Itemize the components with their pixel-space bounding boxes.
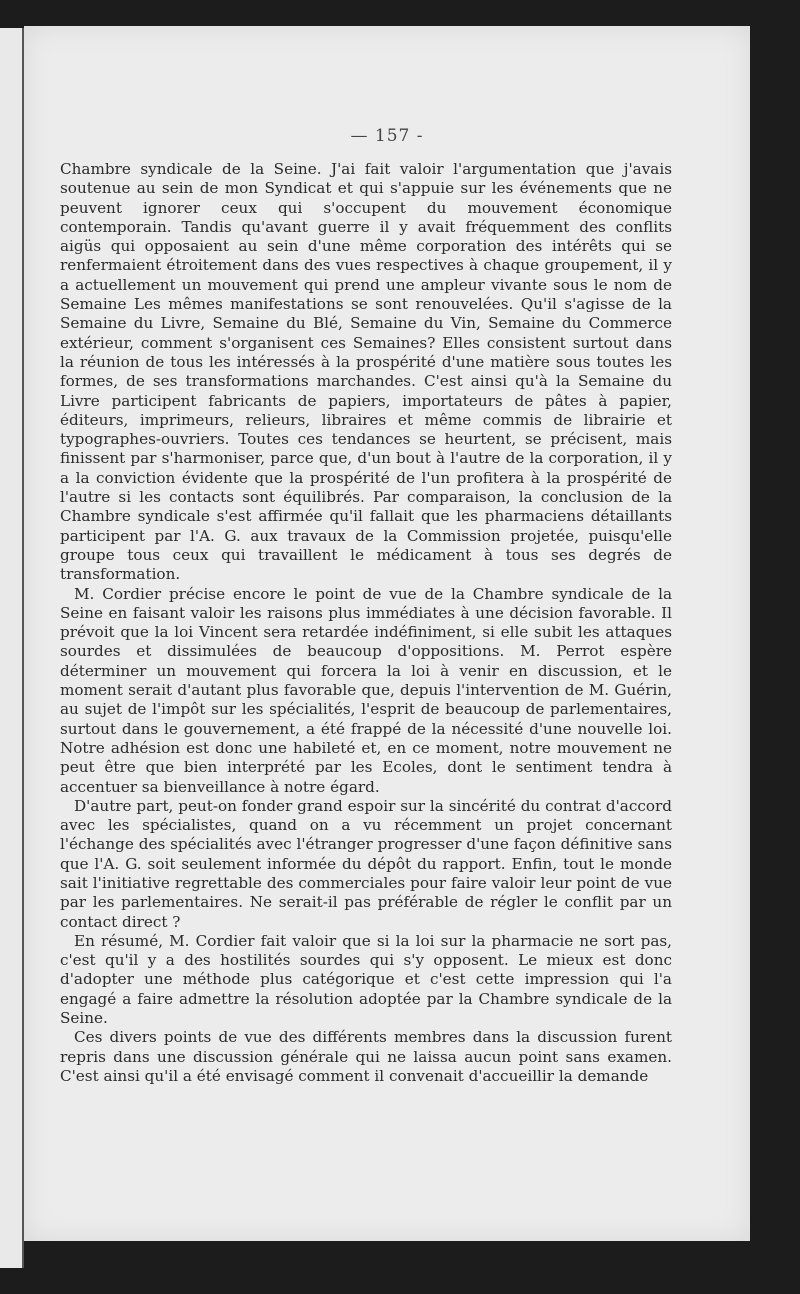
paragraph: Ces divers points de vue des différents membres dans la discussion furent repris dans une discussion générale qui ne laissa aucun point sans examen. C'est ainsi qu'il a été envisagé comment il convenait d'accueillir la demande bbox=[60, 1028, 672, 1085]
facing-page-edge bbox=[0, 28, 24, 1268]
book-page bbox=[24, 26, 750, 1241]
body-text bbox=[60, 160, 672, 1086]
page-number: — 157 - bbox=[350, 126, 424, 146]
paragraph: En résumé, M. Cordier fait valoir que si la loi sur la pharmacie ne sort pas, c'est qu'il y a des hostilités sourdes qui s'y opposent. Le mieux est donc d'adopter une méthode plus catégorique et c'est cette impression qui l'a engagé a faire admettre la résolution adoptée par la Chambre syndicale de la Seine. bbox=[60, 931, 672, 1028]
paragraph: M. Cordier précise encore le point de vue de la Chambre syndicale de la Seine en faisant valoir les raisons plus immédiates à une décision favorable. Il prévoit que la loi Vincent sera retardée indéfiniment, si elle subit les attaques sourdes et dissimulées de beaucoup d'oppositions. M. Perrot espère déterminer un mouvement qui forcera la loi à venir en discussion, et le moment serait d'autant plus favorable que, depuis l'intervention de M. Guérin, au sujet de l'impôt sur les spécialités, l'esprit de beaucoup de parlementaires, surtout dans le gouvernement, a été frappé de la nécessité d'une nouvelle loi. Notre adhésion est donc une habileté et, en ce moment, notre mouvement ne peut être que bien interprété par les Ecoles, dont le sentiment tendra à accentuer sa bienveillance à notre égard. bbox=[60, 584, 672, 796]
paragraph: Chambre syndicale de la Seine. J'ai fait valoir l'argumentation que j'avais soutenue au sein de mon Syndicat et qui s'appuie sur les événements que ne peuvent ignorer ceux qui s'occupent du mouvement économique contemporain. Tandis qu'avant guerre il y avait fréquemment des conflits aigüs qui opposaient au sein d'une même corporation des intérêts qui se renfermaient étroitement dans des vues respectives à chaque groupement, il y a actuellement un mouvement qui prend une ampleur vivante sous le nom de Semaine Les mêmes manifestations se sont renouvelées. Qu'il s'agisse de la Semaine du Livre, Semaine du Blé, Semaine du Vin, Semaine du Commerce extérieur, comment s'organisent ces Semaines? Elles consistent surtout dans la réunion de tous les intéressés à la prospérité d'une matière sous toutes les formes, de ses transformations marchandes. C'est ainsi qu'à la Semaine du Livre participent fabricants de papiers, importateurs de pâtes à papier, éditeurs, imprimeurs, relieurs, libraires et même commis de librairie et typographes-ouvriers. Toutes ces tendances se heurtent, se précisent, mais finissent par s'harmoniser, parce que, d'un bout à l'autre de la corporation, il y a la conviction évidente que la prospérité de l'un profitera à la prospérité de l'autre si les contacts sont équilibrés. Par comparaison, la conclusion de la Chambre syndicale s'est affirmée qu'il fallait que les pharmaciens détaillants participent par l'A. G. aux travaux de la Commission projetée, puisqu'elle groupe tous ceux qui travaillent le médicament à tous ses degrés de transformation. bbox=[60, 160, 672, 584]
paragraph: D'autre part, peut-on fonder grand espoir sur la sincérité du contrat d'accord avec les spécialistes, quand on a vu récemment un projet concernant l'échange des spécialités avec l'étranger progresser d'une façon définitive sans que l'A. G. soit seulement informée du dépôt du rapport. Enfin, tout le monde sait l'initiative regrettable des commerciales pour faire valoir leur point de vue par les parlementaires. Ne serait-il pas préférable de régler le conflit par un contact direct ? bbox=[60, 796, 672, 931]
